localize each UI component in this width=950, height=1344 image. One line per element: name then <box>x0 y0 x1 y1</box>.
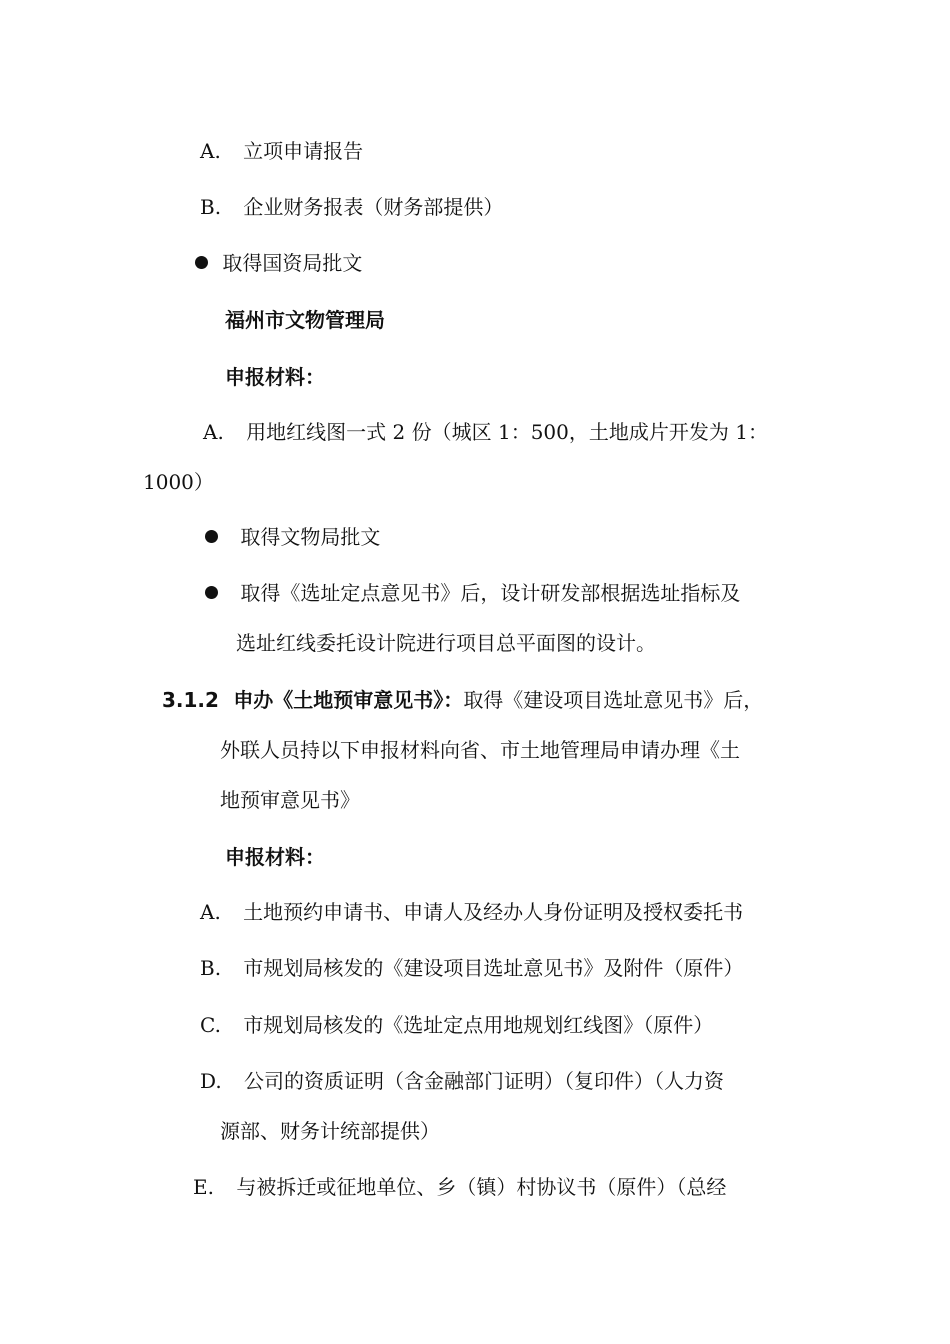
list-marker: A. <box>200 139 221 163</box>
list-text: 与被拆迁或征地单位、乡（镇）村协议书（原件）（总经 <box>236 1175 727 1199</box>
list-marker: D. <box>200 1069 222 1093</box>
bullet-continuation: 选址红线委托设计院进行项目总平面图的设计。 <box>236 631 656 655</box>
materials-label: 申报材料： <box>225 365 325 389</box>
list-item-a <box>200 898 743 926</box>
list-item-a <box>203 418 768 446</box>
bullet-text: 取得文物局批文 <box>240 525 381 549</box>
bullet-item <box>205 579 740 607</box>
list-item-a <box>200 137 363 165</box>
bullet-dot-icon <box>205 586 218 599</box>
list-text: 市规划局核发的《选址定点用地规划红线图》（原件） <box>243 1013 714 1037</box>
bullet-dot-icon <box>205 530 218 543</box>
list-item-b <box>200 954 743 982</box>
bullet-text: 取得国资局批文 <box>222 251 363 275</box>
list-text: 市规划局核发的《建设项目选址意见书》及附件（原件） <box>243 956 744 980</box>
section-text: 取得《建设项目选址意见书》后， <box>463 688 764 712</box>
list-marker: A. <box>203 420 224 444</box>
section-number: 3.1.2 <box>162 688 219 712</box>
bullet-item <box>205 523 380 551</box>
list-item-b <box>200 193 503 221</box>
list-text: 企业财务报表（财务部提供） <box>243 195 504 219</box>
list-text: 公司的资质证明（含金融部门证明）（复印件）（人力资 <box>244 1069 725 1093</box>
bullet-item <box>195 249 362 277</box>
list-marker: B. <box>200 195 222 219</box>
section-heading: 福州市文物管理局 <box>225 308 385 332</box>
section-continuation: 外联人员持以下申报材料向省、市土地管理局申请办理《土 <box>220 738 740 762</box>
section-item <box>162 686 763 714</box>
bullet-text: 取得《选址定点意见书》后，设计研发部根据选址指标及 <box>240 581 741 605</box>
list-item-d <box>200 1067 724 1095</box>
materials-label: 申报材料： <box>225 845 325 869</box>
list-text: 土地预约申请书、申请人及经办人身份证明及授权委托书 <box>243 900 744 924</box>
list-item-e <box>193 1173 726 1201</box>
list-marker: B. <box>200 956 222 980</box>
list-text: 用地红线图一式 2 份（城区 1：500，土地成片开发为 1： <box>246 420 768 444</box>
list-item-continuation: 1000） <box>143 470 214 494</box>
list-item-continuation: 源部、财务计统部提供） <box>220 1119 440 1143</box>
section-continuation: 地预审意见书》 <box>220 788 360 812</box>
bullet-dot-icon <box>195 256 208 269</box>
list-marker: C. <box>200 1013 221 1037</box>
list-item-c <box>200 1011 713 1039</box>
section-title: 申办《土地预审意见书》： <box>233 688 464 712</box>
list-marker: A. <box>200 900 221 924</box>
list-text: 立项申请报告 <box>243 139 364 163</box>
list-marker: E. <box>193 1175 214 1199</box>
